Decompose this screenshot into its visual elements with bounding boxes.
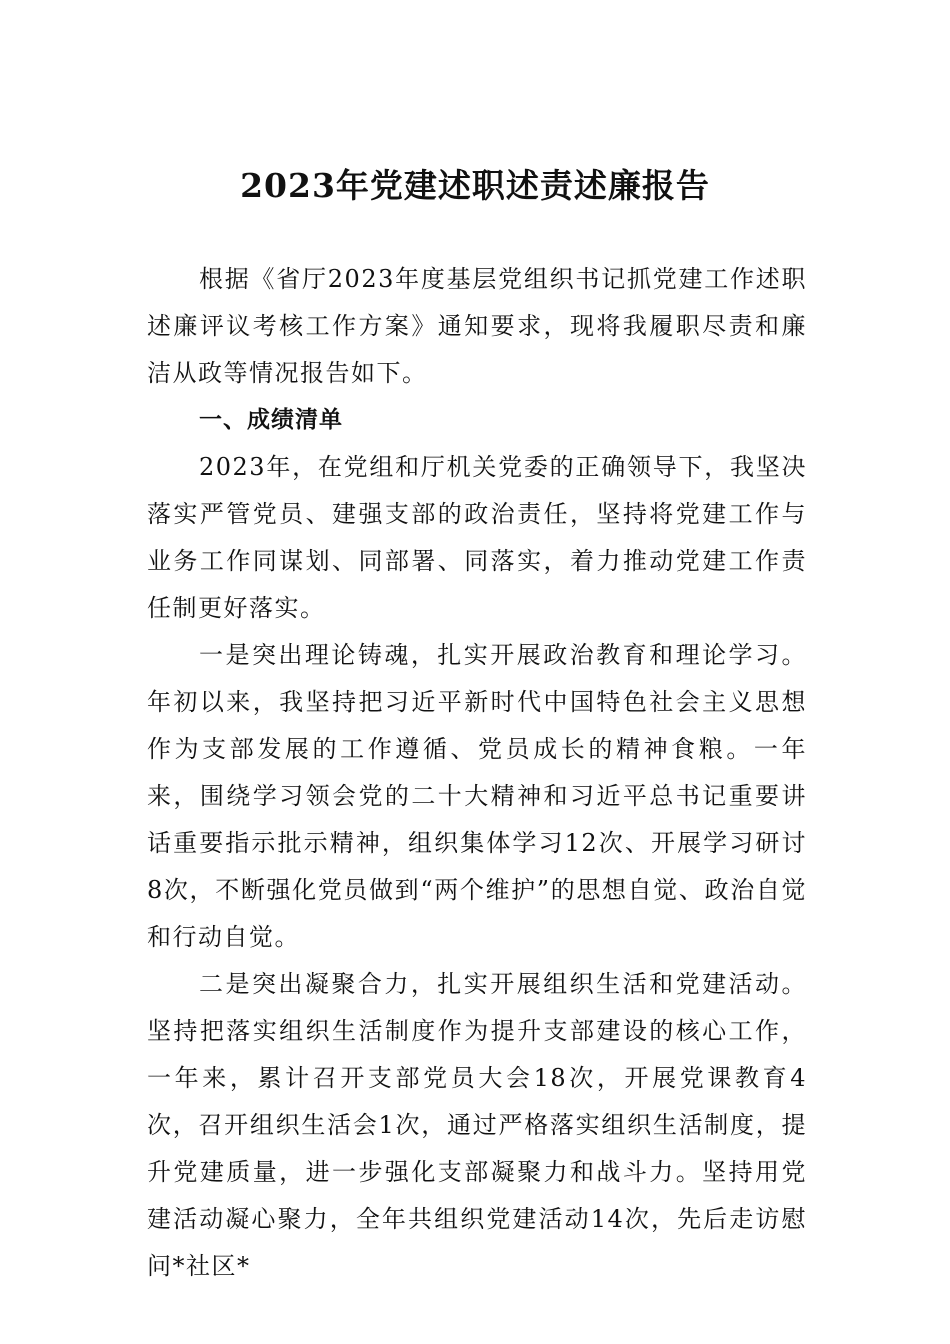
paragraph-organization-life: 二是突出凝聚合力，扎实开展组织生活和党建活动。坚持把落实组织生活制度作为提升支部建设的核心工作，一年来，累计召开支部党员大会18次，开展党课教育4次，召开组织生活会1次，通过严格落实组织生活制度，提升党建质量，进一步强化支部凝聚力和战斗力。坚持用党建活动凝心聚力，全年共组织党建活动14次，先后走访慰问*社区* [147,970,807,1280]
paragraph-theory-study: 一是突出理论铸魂，扎实开展政治教育和理论学习。年初以来，我坚持把习近平新时代中国特色社会主义思想作为支部发展的工作遵循、党员成长的精神食粮。一年来，围绕学习领会党的二十大精神和习近平总书记重要讲话重要指示批示精神，组织集体学习12次、开展学习研讨8次，不断强化党员做到“两个维护”的思想自觉、政治自觉和行动自觉。 [147,641,807,951]
intro-paragraph: 根据《省厅2023年度基层党组织书记抓党建工作述职述廉评议考核工作方案》通知要求，现将我履职尽责和廉洁从政等情况报告如下。 [147,265,807,387]
document-body [147,256,807,1290]
paragraph-overview: 2023年，在党组和厅机关党委的正确领导下，我坚决落实严管党员、建强支部的政治责任，坚持将党建工作与业务工作同谋划、同部署、同落实，着力推动党建工作责任制更好落实。 [147,453,807,622]
document-title: 2023年党建述职述责述廉报告 [240,166,710,205]
section-heading-achievements: 一、成绩清单 [199,407,343,433]
